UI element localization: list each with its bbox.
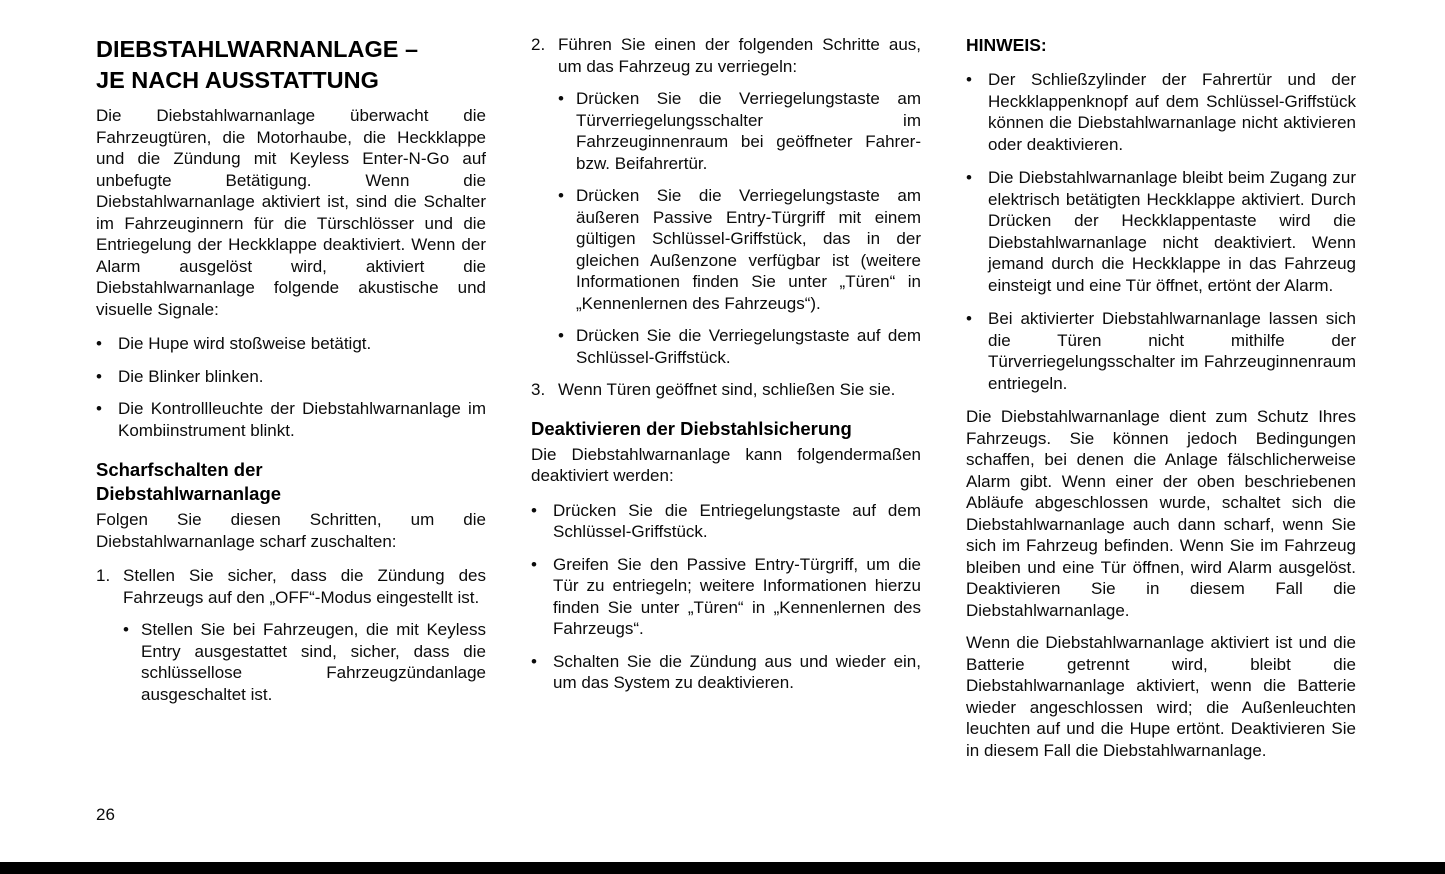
step-text: Wenn Türen geöffnet sind, schließen Sie sie. [558,380,896,399]
intro-paragraph: Die Diebstahlwarnanlage überwacht die Fahrzeugtüren, die Motorhaube, die Heckklappe und die Zündung mit Keyless Enter-N-Go auf unbefugte Betätigung. Wenn die Diebstahlwarnanlage aktiviert ist, sind die Schalter im Fahrzeuginnern für die Türschlösser und die Entriegelung der Heckklappe deaktiviert. Wenn der Alarm ausgelöst wird, aktiviert die Diebstahlwarnanlage folgende akustische und visuelle Signale: [96,106,486,319]
note-bullet-item [966,167,1356,296]
bullet-marker: • [123,620,129,639]
step-number: 2. [531,35,546,54]
bullet-marker: • [966,70,972,89]
page-content [96,34,1356,772]
arming-intro-paragraph: Folgen Sie diesen Schritten, um die Diebstahlwarnanlage scharf zuschalten: [96,510,486,551]
bullet-text: Bei aktivierter Diebstahlwarnanlage lassen sich die Türen nicht mithilfe der Türverriegelungsschalter im Fahrzeuginnenraum entriegeln. [988,309,1356,393]
bullet-marker: • [531,651,537,671]
bullet-text: Drücken Sie die Verriegelungstaste am äußeren Passive Entry-Türgriff mit einem gültigen Schlüssel-Griffstück, das in der gleichen Außenzone verfügbar ist (weitere Informationen finden Sie unter „Türen“ in „Kennenlernen des Fahrzeugs“). [576,186,921,313]
footer-bar [0,862,1445,874]
bullet-marker: • [966,309,972,328]
numbered-step-1 [96,565,486,608]
bullet-text: Die Kontrollleuchte der Diebstahlwarnanlage im Kombiinstrument blinkt. [118,399,486,440]
section-heading-arming [96,458,486,506]
numbered-step-3 [531,379,921,401]
bullet-marker: • [531,554,537,574]
bullet-text: Drücken Sie die Verriegelungstaste am Türverriegelungsschalter im Fahrzeuginnenraum bei geöffneter Fahrer- bzw. Beifahrertür. [576,89,921,173]
page-title-line1: DIEBSTAHLWARNANLAGE – [96,36,419,62]
signal-bullet-item [96,366,486,388]
note-heading: HINWEIS: [966,35,1047,55]
note-bullet-item [966,308,1356,394]
sub-bullet-item [558,88,921,174]
page-title-line2: JE NACH AUSSTATTUNG [96,67,379,93]
bullet-text: Der Schließzylinder der Fahrertür und der Heckklappenknopf auf dem Schlüssel-Griffstück können die Diebstahlwarnanlage nicht aktivieren oder deaktivieren. [988,70,1356,154]
bullet-text: Schalten Sie die Zündung aus und wieder ein, um das System zu deaktivieren. [553,651,921,692]
bullet-marker: • [558,326,564,345]
disarm-bullet-item [531,554,921,640]
bullet-text: Greifen Sie den Passive Entry-Türgriff, um die Tür zu entriegeln; weitere Informationen hierzu finden Sie unter „Türen“ in „Kennenlernen des Fahrzeugs“. [553,554,921,638]
section-heading-disarming: Deaktivieren der Diebstahlsicherung [531,417,852,439]
step-1-sublist [123,619,486,705]
bullet-marker: • [558,89,564,108]
numbered-step-2 [531,34,921,77]
disarm-bullet-item [531,651,921,694]
sub-bullet-item [558,185,921,314]
signal-bullet-item [96,398,486,441]
bullet-marker: • [966,168,972,187]
bullet-marker: • [96,334,102,353]
step-number: 1. [96,566,111,585]
bullet-marker: • [96,366,102,386]
closing-paragraph-1: Die Diebstahlwarnanlage dient zum Schutz Ihres Fahrzeugs. Sie können jedoch Bedingungen schaffen, bei denen die Anlage fälschlicherweise Alarm gibt. Wenn einer der oben beschriebenen Abläufe abgeschlossen wurde, schaltet sich die Diebstahlwarnanlage auch dann scharf, wenn Sie sich im Fahrzeug befinden. Wenn Sie im Fahrzeug bleiben und eine Tür öffnen, wird Alarm ausgelöst. Deaktivieren Sie in diesem Fall die Diebstahlwarnanlage. [966,407,1356,620]
signal-bullet-item [96,333,486,355]
disarm-bullet-item [531,500,921,543]
bullet-text: Drücken Sie die Verriegelungstaste auf dem Schlüssel-Griffstück. [576,326,921,367]
sub-bullet-item [123,619,486,705]
section-heading-line1: Scharfschalten der [96,459,263,480]
bullet-marker: • [531,500,537,520]
bullet-marker: • [558,186,564,205]
bullet-text: Die Blinker blinken. [118,366,264,386]
step-text: Führen Sie einen der folgenden Schritte aus, um das Fahrzeug zu verriegeln: [558,35,921,76]
note-list [966,69,1356,394]
bullet-marker: • [96,399,102,418]
section-heading-line2: Diebstahlwarnanlage [96,483,282,504]
closing-paragraph-2: Wenn die Diebstahlwarnanlage aktiviert ist und die Batterie getrennt wird, bleibt die Diebstahlwarnanlage aktiviert, wenn die Batterie wieder angeschlossen wird; die Außenleuchten leuchten auf und die Hupe ertönt. Deaktivieren Sie in diesem Fall die Diebstahlwarnanlage. [966,633,1356,760]
step-2-sublist [558,88,921,368]
column-left [96,34,486,772]
bullet-text: Drücken Sie die Entriegelungstaste auf dem Schlüssel-Griffstück. [553,500,921,541]
sub-bullet-item [558,325,921,368]
page-number: 26 [96,805,115,824]
bullet-text: Die Hupe wird stoßweise betätigt. [118,334,372,353]
column-middle [531,34,921,772]
page-title [96,34,486,96]
disarming-intro-paragraph: Die Diebstahlwarnanlage kann folgendermaßen deaktiviert werden: [531,444,921,485]
bullet-text: Die Diebstahlwarnanlage bleibt beim Zugang zur elektrisch betätigten Heckklappe aktiviert. Durch Drücken der Heckklappentaste wird die Diebstahlwarnanlage nicht deaktiviert. Wenn jemand durch die Heckklappe in das Fahrzeug einsteigt und eine Tür öffnet, ertönt der Alarm. [988,168,1356,295]
bullet-text: Stellen Sie bei Fahrzeugen, die mit Keyless Entry ausgestattet sind, sicher, dass die schlüssellose Fahrzeugzündanlage ausgeschaltet ist. [141,620,486,704]
column-right [966,34,1356,772]
step-text: Stellen Sie sicher, dass die Zündung des Fahrzeugs auf den „OFF“-Modus eingestellt ist. [123,566,486,607]
step-number: 3. [531,380,546,399]
note-bullet-item [966,69,1356,155]
